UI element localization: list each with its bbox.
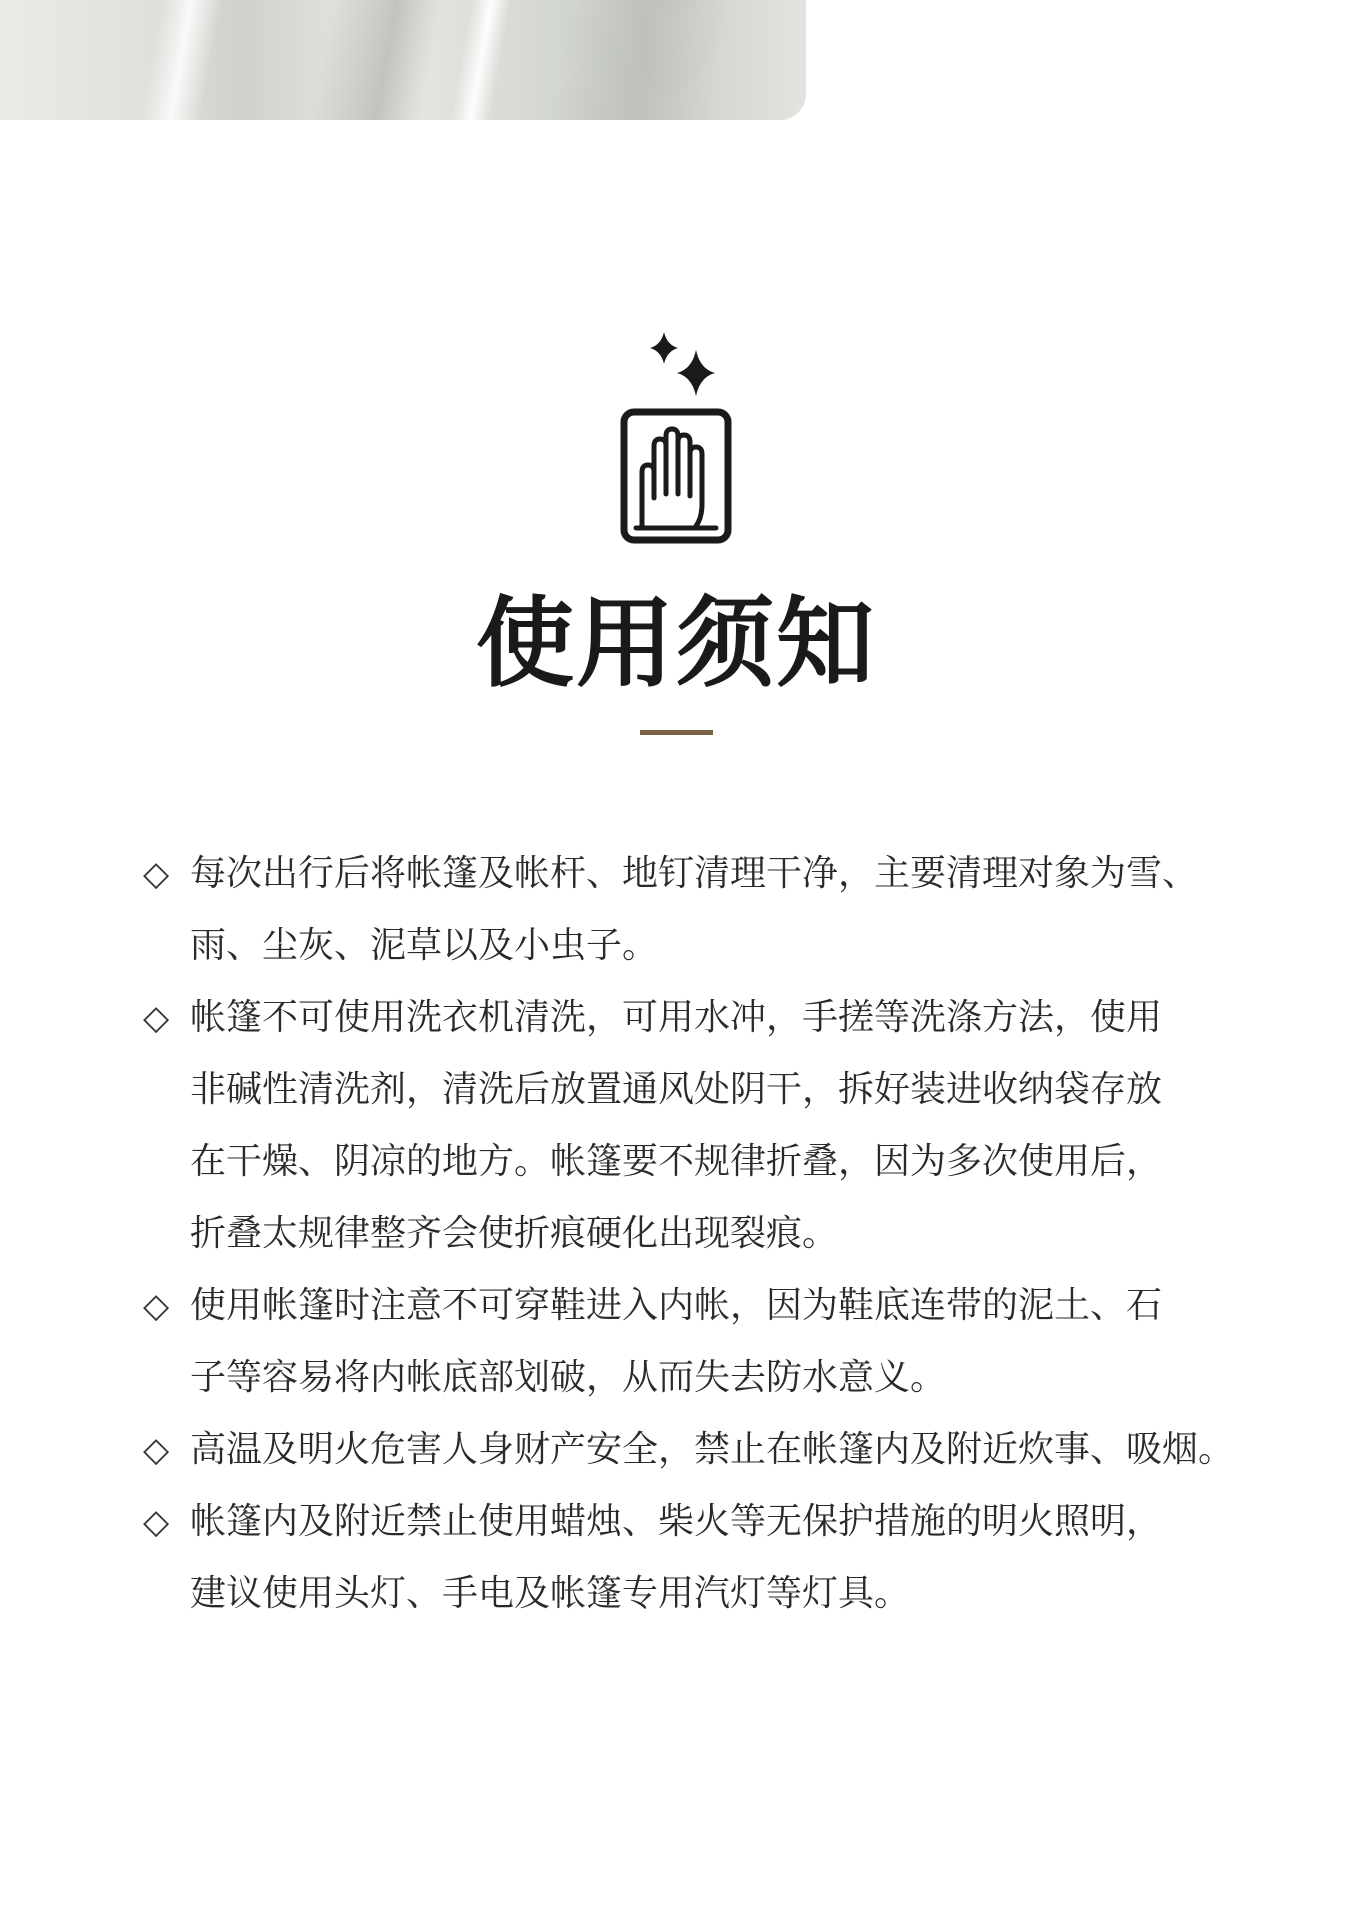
title-underline-divider xyxy=(640,730,713,735)
list-item xyxy=(143,982,1293,1270)
diamond-bullet-icon: ◇ xyxy=(143,1286,170,1326)
note-line: 雨、尘灰、泥草以及小虫子。 xyxy=(190,925,659,966)
list-item xyxy=(143,1414,1293,1486)
note-line: 折叠太规律整齐会使折痕硬化出现裂痕。 xyxy=(190,1213,839,1254)
usage-notes-list xyxy=(143,838,1293,1630)
list-item xyxy=(143,1486,1293,1630)
list-item xyxy=(143,1270,1293,1414)
note-line: 建议使用头灯、手电及帐篷专用汽灯等灯具。 xyxy=(190,1573,911,1614)
tent-fabric-photo xyxy=(0,0,806,120)
fabric-fold-shadow xyxy=(545,0,735,120)
note-line: 帐篷内及附近禁止使用蜡烛、柴火等无保护措施的明火照明， xyxy=(190,1501,1163,1542)
fabric-fold-highlight xyxy=(135,0,225,120)
page-title: 使用须知 xyxy=(475,587,876,701)
list-item xyxy=(143,838,1293,982)
note-line: 子等容易将内帐底部划破，从而失去防水意义。 xyxy=(190,1357,947,1398)
diamond-bullet-icon: ◇ xyxy=(143,854,170,894)
note-line: 帐篷不可使用洗衣机清洗，可用水冲，手搓等洗涤方法，使用 xyxy=(190,997,1163,1038)
hand-wipe-sparkle-icon xyxy=(612,326,742,546)
note-line: 高温及明火危害人身财产安全，禁止在帐篷内及附近炊事、吸烟。 xyxy=(190,1429,1235,1470)
note-line: 非碱性清洗剂，清洗后放置通风处阴干，拆好装进收纳袋存放 xyxy=(190,1069,1163,1110)
note-line: 在干燥、阴凉的地方。帐篷要不规律折叠，因为多次使用后， xyxy=(190,1141,1163,1182)
note-line: 使用帐篷时注意不可穿鞋进入内帐，因为鞋底连带的泥土、石 xyxy=(190,1285,1163,1326)
note-line: 每次出行后将帐篷及帐杆、地钉清理干净，主要清理对象为雪、 xyxy=(190,853,1199,894)
fabric-fold-shadow xyxy=(305,0,445,120)
diamond-bullet-icon: ◇ xyxy=(143,998,170,1038)
diamond-bullet-icon: ◇ xyxy=(143,1502,170,1542)
fabric-fold-highlight xyxy=(445,0,515,120)
diamond-bullet-icon: ◇ xyxy=(143,1430,170,1470)
